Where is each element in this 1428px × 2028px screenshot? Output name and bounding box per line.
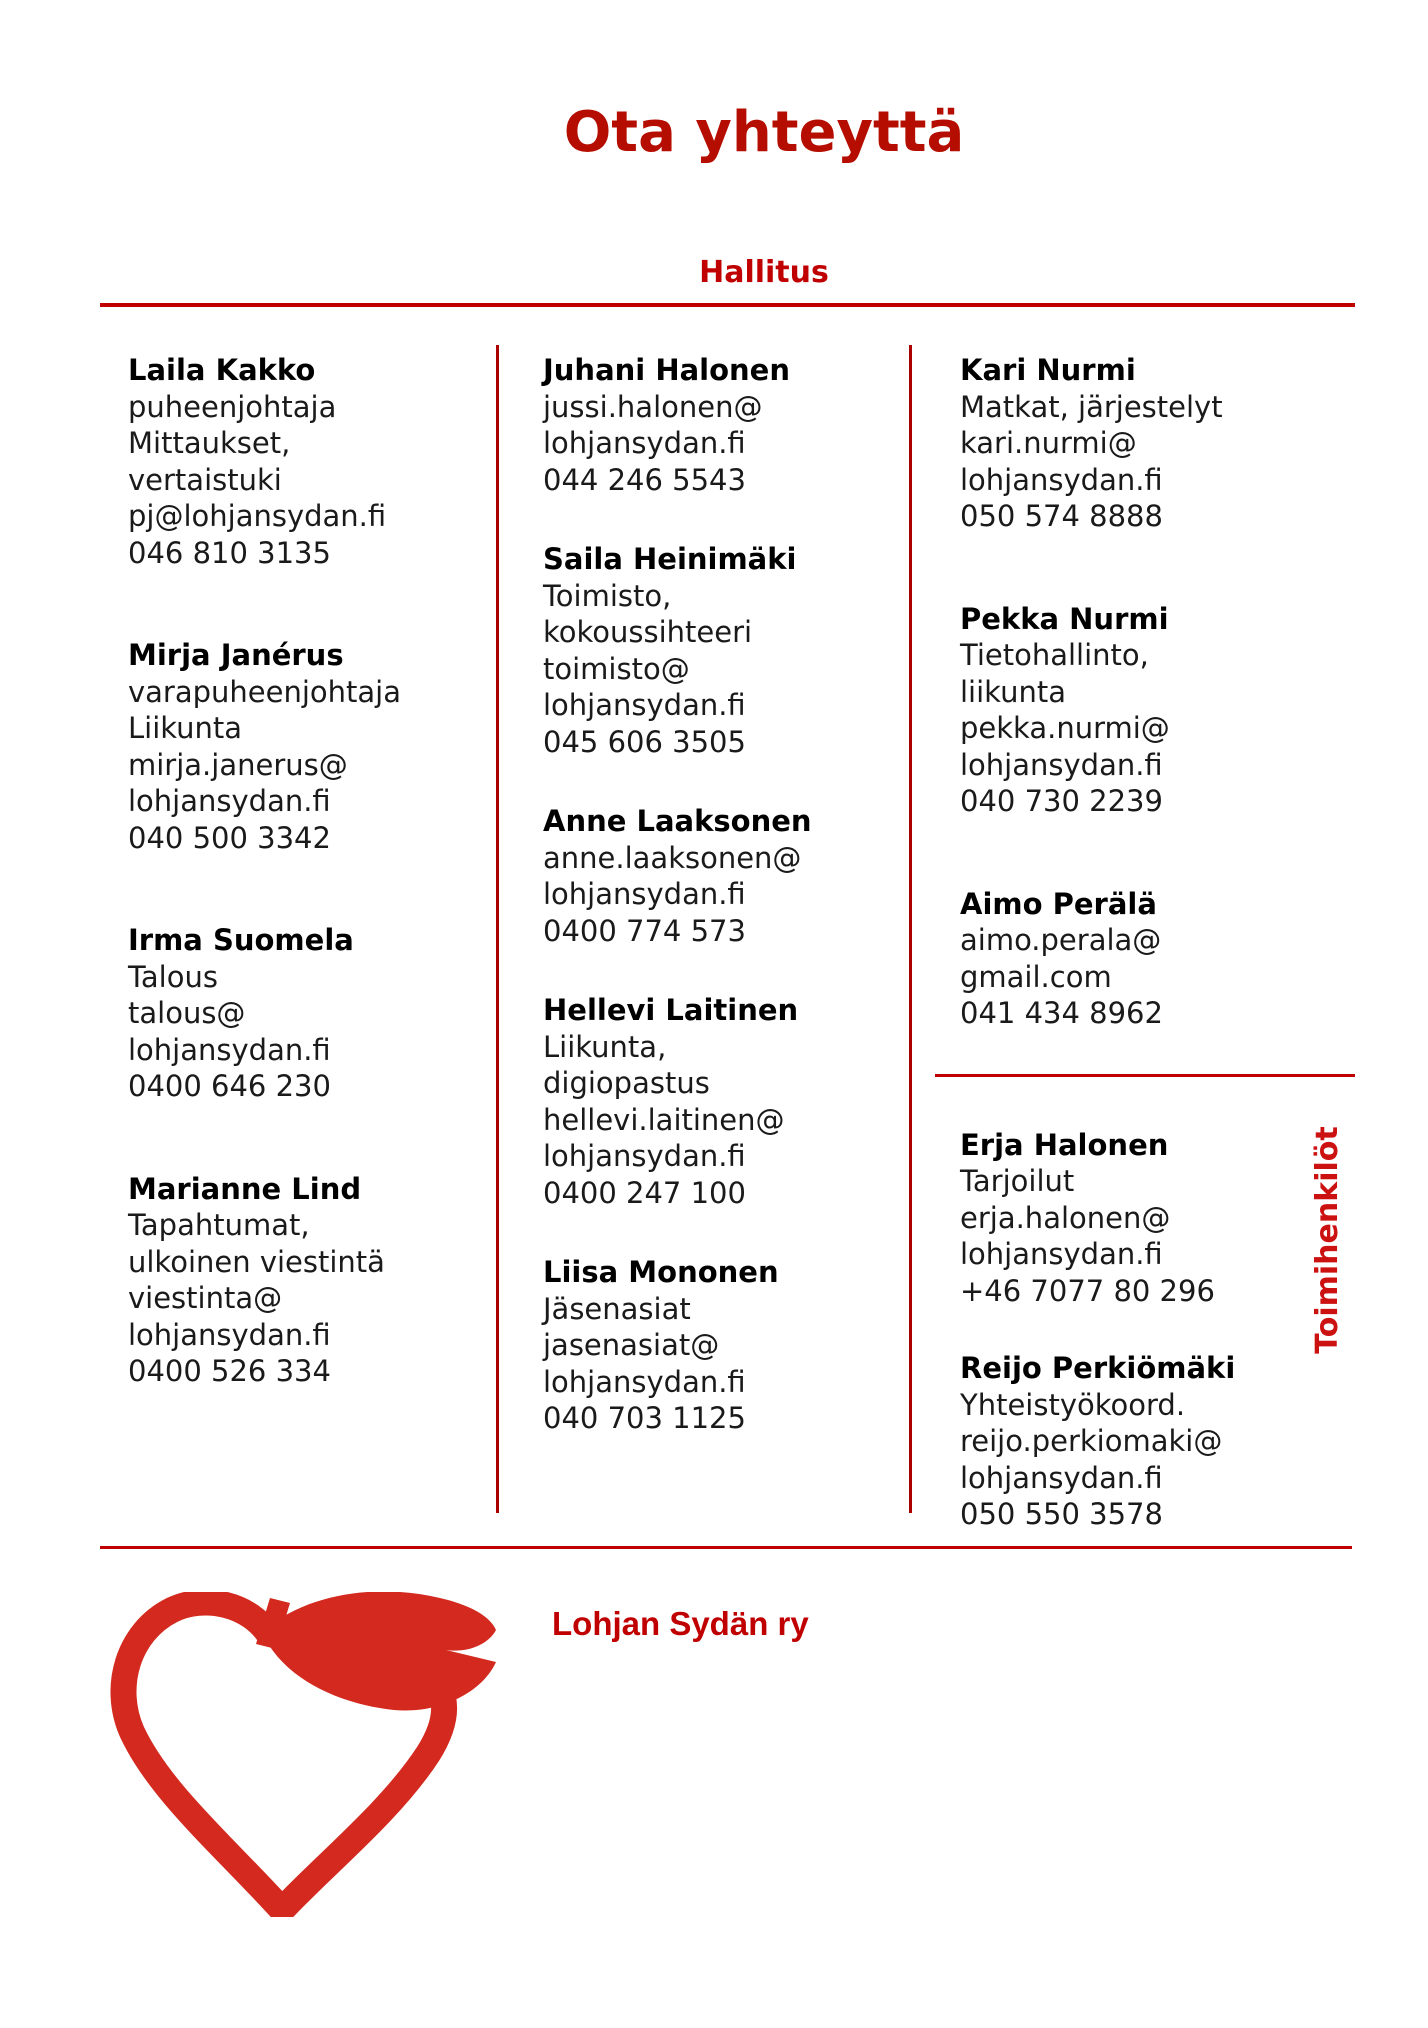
contact-card [543, 352, 915, 498]
contact-detail-line: reijo.perkiomaki@ [960, 1424, 1223, 1458]
contact-card [960, 886, 1360, 1032]
contact-detail-line: 050 574 8888 [960, 499, 1163, 533]
contact-detail-line: erja.halonen@ [960, 1200, 1171, 1235]
contact-card [960, 601, 1360, 820]
contact-detail-line: hellevi.laitinen@ [543, 1102, 785, 1137]
contact-name: Erja Halonen [960, 1127, 1169, 1162]
contact-detail-line: 046 810 3135 [128, 535, 331, 570]
contact-details [543, 1291, 915, 1437]
contact-detail-line: vertaistuki [128, 462, 282, 497]
contact-details [543, 389, 915, 499]
contact-detail-line: kokoussihteeri [543, 615, 753, 649]
contact-detail-line: lohjansydan.fi [960, 1460, 1163, 1495]
contact-detail-line: kari.nurmi@ [960, 426, 1137, 460]
contact-detail-line: Tietohallinto, [960, 638, 1149, 672]
contact-name: Laila Kakko [128, 353, 316, 387]
contact-detail-line: Liikunta, [543, 1029, 667, 1064]
board-column-3 [960, 352, 1360, 1533]
contact-detail-line: 0400 646 230 [128, 1069, 331, 1103]
contact-detail-line: 044 246 5543 [543, 462, 746, 497]
contact-name: Liisa Mononen [543, 1255, 779, 1289]
contact-name: Pekka Nurmi [960, 601, 1169, 636]
contact-detail-line: digiopastus [543, 1066, 710, 1100]
contact-details [543, 840, 915, 950]
contact-name: Marianne Lind [128, 1171, 362, 1206]
contact-card [543, 992, 915, 1211]
contact-detail-line: Liikunta [128, 711, 243, 745]
contact-name: Anne Laaksonen [543, 804, 812, 838]
contact-detail-line: mirja.janerus@ [128, 747, 348, 782]
contact-detail-line: lohjansydan.fi [960, 747, 1163, 782]
contact-detail-line: 0400 774 573 [543, 913, 746, 948]
contact-detail-line: jussi.halonen@ [543, 389, 763, 424]
contact-name: Irma Suomela [128, 923, 354, 957]
contact-card [128, 1171, 500, 1390]
contact-name: Aimo Perälä [960, 886, 1157, 921]
contact-details [960, 1163, 1360, 1309]
contact-detail-line: lohjansydan.fi [960, 462, 1163, 497]
contact-detail-line: toimisto@ [543, 651, 690, 686]
contact-detail-line: Tarjoilut [960, 1164, 1075, 1198]
staff-section-vertical-label: Toimihenkilöt [1310, 1126, 1345, 1354]
contact-list [128, 352, 500, 1390]
contact-list [960, 352, 1360, 1032]
contact-detail-line: lohjansydan.fi [543, 688, 746, 722]
section-heading-hallitus: Hallitus [699, 255, 829, 290]
contact-list [543, 352, 915, 1437]
contact-details [960, 637, 1360, 820]
contact-name: Juhani Halonen [543, 353, 790, 387]
contact-card [543, 541, 915, 760]
contact-detail-line: jasenasiat@ [543, 1328, 720, 1362]
contact-details [960, 389, 1360, 535]
contact-detail-line: ulkoinen viestintä [128, 1244, 385, 1279]
contact-detail-line: anne.laaksonen@ [543, 840, 802, 875]
contact-detail-line: 050 550 3578 [960, 1497, 1163, 1531]
organization-name: Lohjan Sydän ry [552, 1605, 809, 1642]
staff-contact-list [960, 1127, 1360, 1533]
contact-detail-line: Jäsenasiat [543, 1291, 691, 1326]
contact-card [960, 1350, 1360, 1533]
contact-detail-line: lohjansydan.fi [128, 784, 331, 818]
contact-detail-line: lohjansydan.fi [128, 1317, 331, 1352]
contact-detail-line: lohjansydan.fi [543, 1139, 746, 1173]
contact-card [128, 922, 500, 1105]
contact-detail-line: puheenjohtaja [128, 389, 337, 424]
contact-details [128, 1207, 500, 1390]
contact-name: Reijo Perkiömäki [960, 1351, 1236, 1385]
heart-with-leaf-icon [110, 1592, 500, 1917]
contact-details [128, 674, 500, 857]
contact-detail-line: pj@lohjansydan.fi [128, 499, 387, 533]
contact-detail-line: Toimisto, [543, 578, 672, 613]
contact-name: Saila Heinimäki [543, 542, 797, 576]
contact-detail-line: 040 703 1125 [543, 1401, 746, 1435]
contact-detail-line: 040 730 2239 [960, 784, 1163, 818]
contact-card [128, 637, 500, 856]
contact-detail-line: 040 500 3342 [128, 820, 331, 855]
footer-contact-block [552, 1604, 1272, 1643]
contact-detail-line: pekka.nurmi@ [960, 711, 1170, 745]
contact-card [543, 803, 915, 949]
contact-name: Mirja Janérus [128, 638, 344, 672]
contact-detail-line: liikunta [960, 674, 1066, 709]
contact-detail-line: 045 606 3505 [543, 724, 746, 759]
contact-detail-line: gmail.com [960, 959, 1112, 994]
contact-name: Hellevi Laitinen [543, 993, 799, 1027]
contact-detail-line: 0400 247 100 [543, 1175, 746, 1210]
contact-detail-line: +46 7077 80 296 [960, 1273, 1215, 1308]
board-column-2 [543, 352, 915, 1437]
contact-detail-line: viestinta@ [128, 1281, 283, 1315]
bottom-horizontal-rule [100, 1546, 1352, 1549]
contact-details [960, 1387, 1360, 1533]
contact-detail-line: Tapahtumat, [128, 1208, 310, 1242]
contact-card [960, 1127, 1360, 1310]
contact-details [128, 389, 500, 572]
contact-detail-line: lohjansydan.fi [543, 1364, 746, 1399]
contact-details [128, 959, 500, 1105]
contact-detail-line: lohjansydan.fi [960, 1237, 1163, 1271]
contact-detail-line: 041 434 8962 [960, 996, 1163, 1030]
contact-details [543, 578, 915, 761]
contact-card [543, 1254, 915, 1437]
contact-detail-line: talous@ [128, 996, 246, 1030]
contact-detail-line: Matkat, järjestelyt [960, 389, 1223, 424]
contact-detail-line: lohjansydan.fi [128, 1032, 331, 1067]
staff-separator-rule [935, 1074, 1355, 1077]
top-horizontal-rule [100, 303, 1355, 307]
contact-details [543, 1029, 915, 1212]
page-title: Ota yhteyttä [563, 100, 965, 165]
contact-card [128, 352, 500, 571]
contact-detail-line: lohjansydan.fi [543, 877, 746, 911]
contact-details [960, 922, 1360, 1032]
contact-detail-line: lohjansydan.fi [543, 426, 746, 460]
contact-detail-line: Mittaukset, [128, 426, 291, 460]
contact-detail-line: 0400 526 334 [128, 1354, 331, 1388]
contact-name: Kari Nurmi [960, 353, 1136, 387]
contact-card [960, 352, 1360, 535]
contact-detail-line: Talous [128, 959, 218, 994]
board-column-1 [128, 352, 500, 1390]
contact-detail-line: aimo.perala@ [960, 923, 1162, 957]
contact-detail-line: Yhteistyökoord. [960, 1387, 1186, 1422]
contact-detail-line: varapuheenjohtaja [128, 674, 402, 709]
